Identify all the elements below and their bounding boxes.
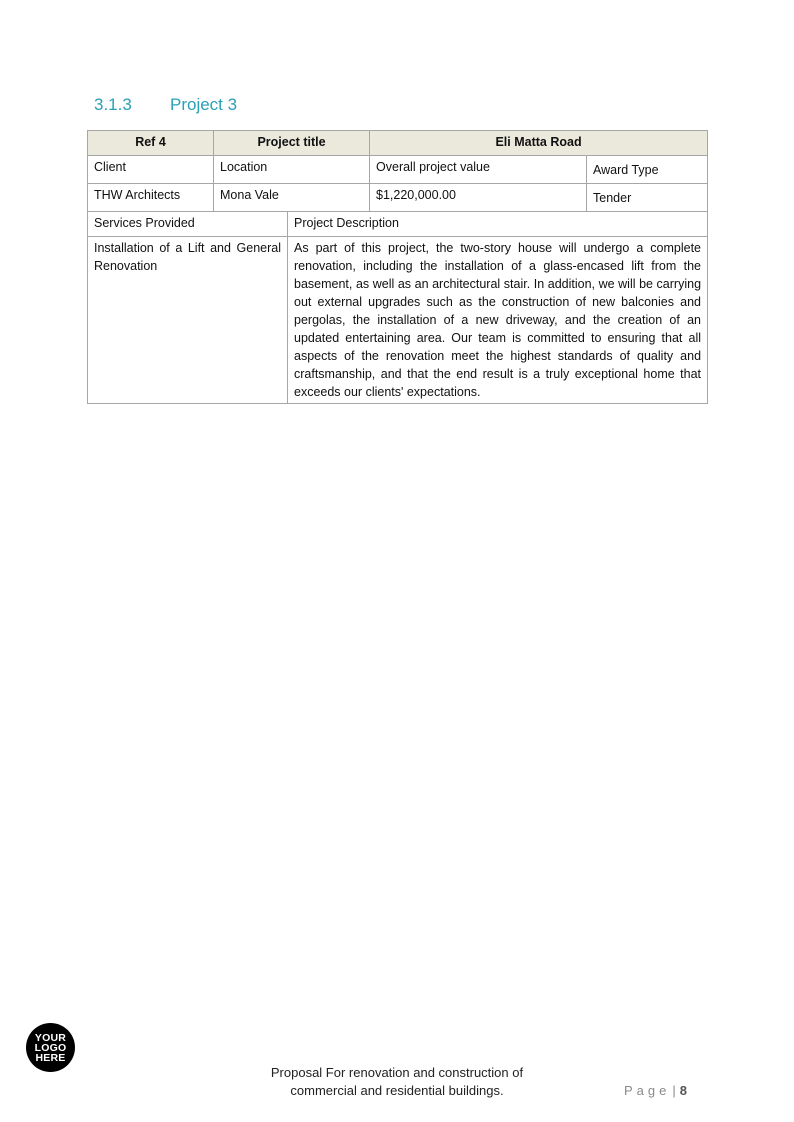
award-value: Tender (587, 184, 708, 212)
page-number: 8 (679, 1083, 687, 1098)
value-label: Overall project value (370, 156, 587, 184)
client-value: THW Architects (88, 184, 214, 212)
table-row (88, 237, 708, 404)
project-title-value: Eli Matta Road (370, 131, 708, 156)
footer-caption (230, 1064, 564, 1100)
services-value: Installation of a Lift and General Renovation (88, 237, 288, 404)
logo-text: YOUR LOGO HERE (34, 1031, 67, 1064)
footer-line-1: Proposal For renovation and construction of (270, 1065, 524, 1080)
award-label: Award Type (587, 156, 708, 184)
table-row (88, 184, 708, 212)
page-separator: | (672, 1083, 676, 1098)
footer-line-2: commercial and residential buildings. (290, 1083, 504, 1098)
section-heading (94, 95, 237, 115)
section-number: 3.1.3 (94, 95, 132, 114)
services-label: Services Provided (88, 212, 288, 237)
value-value: $1,220,000.00 (370, 184, 587, 212)
table-row (88, 156, 708, 184)
company-logo (26, 1023, 75, 1072)
project-table (87, 130, 708, 404)
page-number-block (624, 1083, 687, 1098)
client-label: Client (88, 156, 214, 184)
section-title: Project 3 (170, 95, 238, 114)
table-header-row (88, 131, 708, 156)
location-value: Mona Vale (214, 184, 370, 212)
project-title-label: Project title (214, 131, 370, 156)
page-label: Page (624, 1083, 671, 1098)
description-label: Project Description (288, 212, 708, 237)
location-label: Location (214, 156, 370, 184)
table-row (88, 212, 708, 237)
ref-cell: Ref 4 (88, 131, 214, 156)
description-value: As part of this project, the two-story house will undergo a complete renovation, including the installation of a glass-encased lift from the basement, as well as an architectural stair. In addition, we will be carrying out external upgrades such as the construction of new balconies and pergolas, the installation of a new driveway, and the creation of an updated entertaining area. Our team is committed to ensuring that all aspects of the renovation meet the highest standards of quality and craftsmanship, and that the end result is a truly exceptional home that exceeds our clients' expectations. (288, 237, 708, 404)
